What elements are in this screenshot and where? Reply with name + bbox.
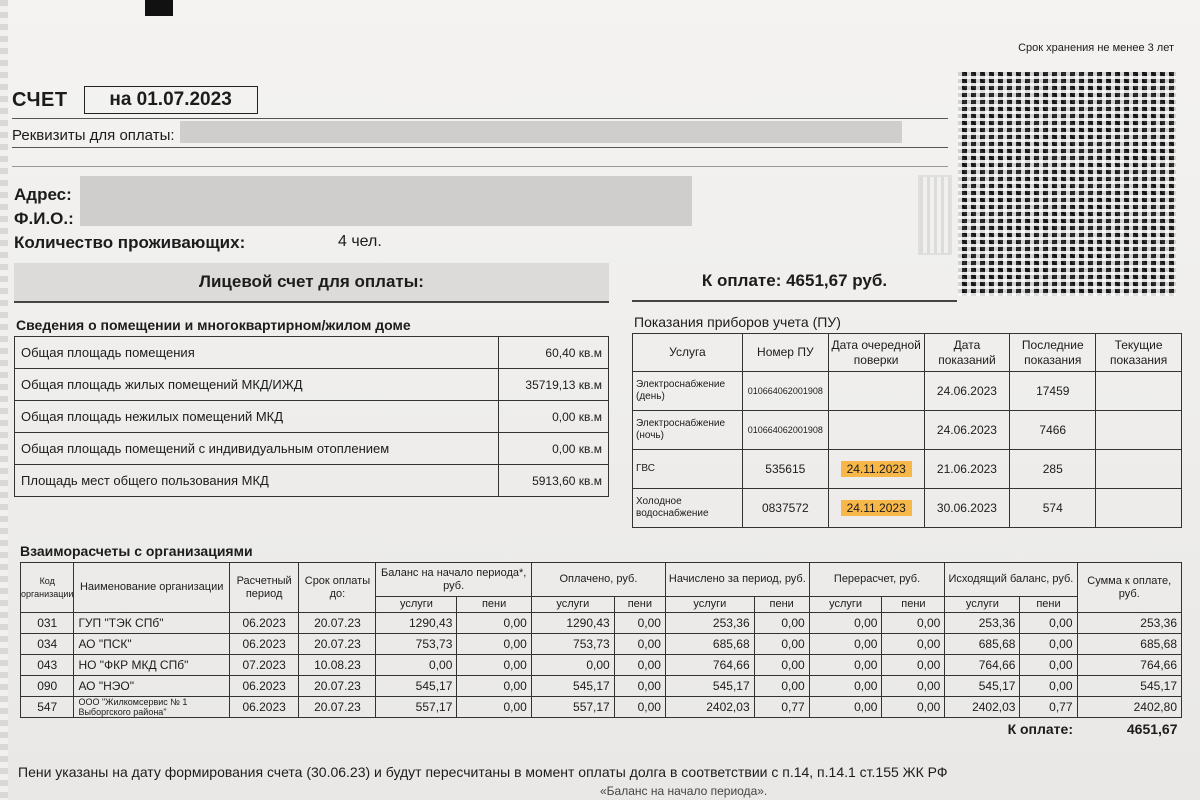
org-name: ООО "Жилкомсервис № 1 Выборгского района"	[74, 697, 229, 718]
meters-header: Последние показания	[1010, 334, 1096, 372]
meter-number: 010664062001908	[742, 411, 828, 450]
amount-rc-p: 0,00	[882, 613, 945, 634]
subcol-penalty: пени	[882, 597, 945, 613]
subcol-services: услуги	[665, 597, 754, 613]
amount-bs-s: 1290,43	[376, 613, 457, 634]
meters-row	[633, 450, 1182, 489]
due-date: 20.07.23	[299, 634, 376, 655]
billing-period: 07.2023	[229, 655, 299, 676]
col-sum: Сумма к оплате, руб.	[1077, 563, 1182, 613]
billing-period: 06.2023	[229, 634, 299, 655]
account-label: Лицевой счет для оплаты:	[199, 272, 424, 291]
meter-number: 010664062001908	[742, 372, 828, 411]
amount-be-s: 545,17	[945, 676, 1020, 697]
meters-title: Показания приборов учета (ПУ)	[634, 314, 841, 330]
premises-row	[15, 401, 609, 433]
premises-row	[15, 369, 609, 401]
org-code: 034	[21, 634, 74, 655]
premises-row	[15, 337, 609, 369]
balance-footnote: «Баланс на начало периода».	[600, 784, 768, 798]
premises-name: Площадь мест общего пользования МКД	[15, 465, 499, 497]
settlement-row	[21, 655, 1182, 676]
amount-be-p: 0,00	[1020, 634, 1077, 655]
meters-header: Дата очередной поверки	[828, 334, 924, 372]
premises-value: 60,40 кв.м	[499, 337, 609, 369]
amount-rc-s: 0,00	[809, 655, 882, 676]
amount-bs-s: 545,17	[376, 676, 457, 697]
meters-row	[633, 411, 1182, 450]
premises-row	[15, 433, 609, 465]
address-label: Адрес:	[14, 185, 72, 204]
amount-be-p: 0,77	[1020, 697, 1077, 718]
meter-last-reading: 7466	[1010, 411, 1096, 450]
meter-service: ГВС	[633, 450, 743, 489]
amount-be-s: 764,66	[945, 655, 1020, 676]
settlement-row	[21, 613, 1182, 634]
subcol-penalty: пени	[614, 597, 665, 613]
premises-name: Общая площадь помещения	[15, 337, 499, 369]
amount-rc-s: 0,00	[809, 613, 882, 634]
meter-service: Электроснабжение (день)	[633, 372, 743, 411]
col-charged: Начислено за период, руб.	[665, 563, 809, 597]
meters-table	[632, 333, 1182, 528]
amount-ch-s: 764,66	[665, 655, 754, 676]
amount-rc-p: 0,00	[882, 634, 945, 655]
amount-sum: 764,66	[1077, 655, 1182, 676]
amount-rc-s: 0,00	[809, 634, 882, 655]
col-due: Срок оплаты до:	[299, 563, 376, 613]
amount-sum: 2402,80	[1077, 697, 1182, 718]
meters-header: Дата показаний	[924, 334, 1010, 372]
meter-last-reading: 574	[1010, 489, 1096, 528]
subcol-services: услуги	[945, 597, 1020, 613]
due-date: 20.07.23	[299, 676, 376, 697]
subcol-penalty: пени	[457, 597, 531, 613]
amount-pd-p: 0,00	[614, 676, 665, 697]
total-label: К оплате:	[1007, 720, 1073, 737]
residents-value: 4 чел.	[338, 233, 382, 250]
requisites-label: Реквизиты для оплаты:	[12, 127, 175, 144]
amount-bs-s: 753,73	[376, 634, 457, 655]
amount-bs-s: 557,17	[376, 697, 457, 718]
account-number-bar	[14, 263, 609, 303]
amount-rc-p: 0,00	[882, 655, 945, 676]
amount-pd-s: 1290,43	[531, 613, 614, 634]
perforated-edge	[0, 0, 8, 800]
amount-be-s: 2402,03	[945, 697, 1020, 718]
meter-last-reading: 17459	[1010, 372, 1096, 411]
corner-marker	[145, 0, 173, 16]
amount-pd-p: 0,00	[614, 697, 665, 718]
subcol-services: услуги	[376, 597, 457, 613]
billing-period: 06.2023	[229, 676, 299, 697]
premises-value: 5913,60 кв.м	[499, 465, 609, 497]
amount-pd-p: 0,00	[614, 613, 665, 634]
meters-header: Услуга	[633, 334, 743, 372]
settlement-row	[21, 634, 1182, 655]
amount-bs-p: 0,00	[457, 613, 531, 634]
premises-name: Общая площадь нежилых помещений МКД	[15, 401, 499, 433]
premises-row	[15, 465, 609, 497]
due-date: 10.08.23	[299, 655, 376, 676]
settlements-title: Взаиморасчеты с организациями	[20, 543, 253, 559]
subcol-services: услуги	[531, 597, 614, 613]
amount-sum: 685,68	[1077, 634, 1182, 655]
col-balance-end: Исходящий баланс, руб.	[945, 563, 1077, 597]
org-name: АО "НЭО"	[74, 676, 229, 697]
premises-name: Общая площадь жилых помещений МКД/ИЖД	[15, 369, 499, 401]
amount-due: К оплате: 4651,67 руб.	[701, 271, 888, 290]
col-paid: Оплачено, руб.	[531, 563, 665, 597]
premises-value: 0,00 кв.м	[499, 433, 609, 465]
org-code: 090	[21, 676, 74, 697]
col-code: Код организации	[21, 563, 74, 613]
amount-be-s: 685,68	[945, 634, 1020, 655]
qr-code-blurred	[958, 72, 1176, 296]
settlements-table	[20, 562, 1182, 740]
faint-background-qr	[918, 175, 952, 255]
highlighted-check-date: 24.11.2023	[841, 461, 912, 477]
amount-ch-p: 0,00	[754, 634, 809, 655]
col-balance-start: Баланс на начало периода*, руб.	[376, 563, 531, 597]
col-org: Наименование организации	[74, 563, 229, 613]
divider	[12, 166, 948, 167]
meter-current-reading	[1096, 372, 1182, 411]
amount-pd-s: 557,17	[531, 697, 614, 718]
amount-rc-p: 0,00	[882, 676, 945, 697]
col-period: Расчетный период	[229, 563, 299, 613]
meters-header: Номер ПУ	[742, 334, 828, 372]
subcol-services: услуги	[809, 597, 882, 613]
amount-be-s: 253,36	[945, 613, 1020, 634]
meter-number: 0837572	[742, 489, 828, 528]
settlement-row	[21, 676, 1182, 697]
org-code: 547	[21, 697, 74, 718]
due-date: 20.07.23	[299, 613, 376, 634]
amount-bs-p: 0,00	[457, 634, 531, 655]
amount-bs-p: 0,00	[457, 697, 531, 718]
col-recalc: Перерасчет, руб.	[809, 563, 945, 597]
org-name: АО "ПСК"	[74, 634, 229, 655]
amount-ch-s: 545,17	[665, 676, 754, 697]
highlighted-check-date: 24.11.2023	[841, 500, 912, 516]
meter-reading-date: 30.06.2023	[924, 489, 1010, 528]
amount-ch-s: 2402,03	[665, 697, 754, 718]
meter-number: 535615	[742, 450, 828, 489]
divider	[12, 118, 948, 119]
amount-ch-s: 253,36	[665, 613, 754, 634]
amount-pd-s: 545,17	[531, 676, 614, 697]
redacted-address-name	[80, 176, 692, 226]
amount-ch-s: 685,68	[665, 634, 754, 655]
meter-current-reading	[1096, 411, 1182, 450]
full-name-label: Ф.И.О.:	[14, 209, 74, 228]
meter-check-date	[828, 450, 924, 489]
amount-pd-s: 753,73	[531, 634, 614, 655]
amount-ch-p: 0,00	[754, 613, 809, 634]
amount-ch-p: 0,00	[754, 676, 809, 697]
org-name: ГУП "ТЭК СПб"	[74, 613, 229, 634]
amount-pd-p: 0,00	[614, 634, 665, 655]
subcol-penalty: пени	[754, 597, 809, 613]
amount-ch-p: 0,77	[754, 697, 809, 718]
amount-be-p: 0,00	[1020, 676, 1077, 697]
meter-last-reading: 285	[1010, 450, 1096, 489]
amount-ch-p: 0,00	[754, 655, 809, 676]
meter-reading-date: 24.06.2023	[924, 372, 1010, 411]
amount-sum: 545,17	[1077, 676, 1182, 697]
org-code: 031	[21, 613, 74, 634]
meters-row	[633, 372, 1182, 411]
billing-period: 06.2023	[229, 697, 299, 718]
amount-bs-p: 0,00	[457, 655, 531, 676]
redacted-requisites	[180, 121, 902, 143]
storage-note: Срок хранения не менее 3 лет	[1018, 42, 1174, 54]
org-code: 043	[21, 655, 74, 676]
amount-be-p: 0,00	[1020, 655, 1077, 676]
amount-bs-s: 0,00	[376, 655, 457, 676]
meter-service: Холодное водоснабжение	[633, 489, 743, 528]
residents-label: Количество проживающих:	[14, 233, 246, 252]
amount-rc-p: 0,00	[882, 697, 945, 718]
invoice-date: на 01.07.2023	[84, 86, 258, 114]
meter-reading-date: 24.06.2023	[924, 411, 1010, 450]
meter-reading-date: 21.06.2023	[924, 450, 1010, 489]
amount-rc-s: 0,00	[809, 697, 882, 718]
meter-check-date	[828, 372, 924, 411]
premises-name: Общая площадь помещений с индивидуальным отоплением	[15, 433, 499, 465]
amount-rc-s: 0,00	[809, 676, 882, 697]
amount-pd-p: 0,00	[614, 655, 665, 676]
invoice-title: СЧЕТ	[12, 88, 68, 111]
meter-current-reading	[1096, 489, 1182, 528]
org-name: НО "ФКР МКД СПб"	[74, 655, 229, 676]
amount-due-bar	[632, 262, 957, 302]
settlement-row	[21, 697, 1182, 718]
billing-period: 06.2023	[229, 613, 299, 634]
meter-current-reading	[1096, 450, 1182, 489]
meters-header: Текущие показания	[1096, 334, 1182, 372]
premises-title: Сведения о помещении и многоквартирном/жилом доме	[16, 317, 411, 333]
penalty-footnote: Пени указаны на дату формирования счета (30.06.23) и будут пересчитаны в момент оплаты долга в соответствии с п.14, п.14.1 ст.155 ЖК РФ	[18, 764, 948, 780]
premises-value: 0,00 кв.м	[499, 401, 609, 433]
amount-bs-p: 0,00	[457, 676, 531, 697]
due-date: 20.07.23	[299, 697, 376, 718]
meter-service: Электроснабжение (ночь)	[633, 411, 743, 450]
total-value: 4651,67	[1126, 720, 1178, 737]
premises-value: 35719,13 кв.м	[499, 369, 609, 401]
premises-table	[14, 336, 609, 497]
meters-row	[633, 489, 1182, 528]
amount-sum: 253,36	[1077, 613, 1182, 634]
subcol-penalty: пени	[1020, 597, 1077, 613]
invoice-title-row	[12, 86, 258, 114]
meter-check-date	[828, 411, 924, 450]
divider	[12, 147, 948, 148]
amount-pd-s: 0,00	[531, 655, 614, 676]
amount-be-p: 0,00	[1020, 613, 1077, 634]
meter-check-date	[828, 489, 924, 528]
